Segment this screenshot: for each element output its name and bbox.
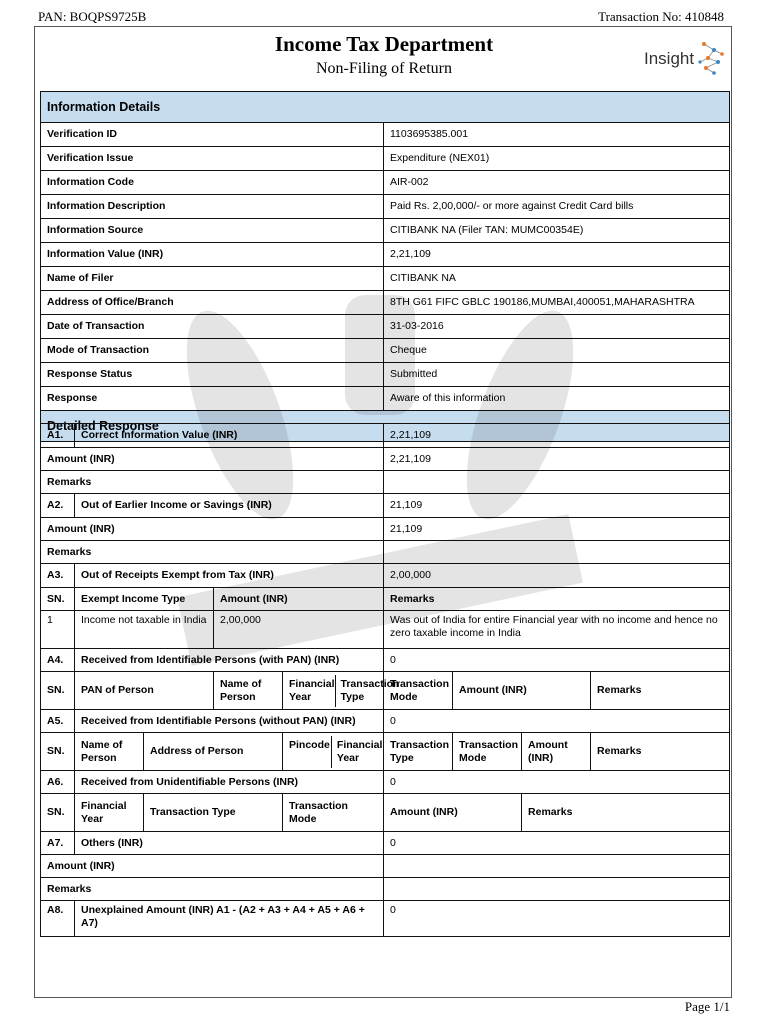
info-row-value: Aware of this information (384, 387, 730, 411)
info-row-value: 31-03-2016 (384, 315, 730, 339)
a3-value: 2,00,000 (384, 564, 730, 588)
a6-number: A6. (41, 771, 75, 794)
a4-label: Received from Identifiable Persons (with PAN) (INR) (75, 649, 384, 672)
a5-col-name: Name of Person (75, 733, 144, 771)
a5-col-amount: Amount (INR) (522, 733, 591, 771)
info-row (41, 219, 730, 243)
info-row-value: CITIBANK NA (384, 267, 730, 291)
a2-number: A2. (41, 494, 75, 518)
page-number: Page 1/1 (684, 999, 730, 1014)
info-row-value: 8TH G61 FIFC GBLC 190186,MUMBAI,400051,MAHARASHTRA (384, 291, 730, 315)
a1-amount-value: 2,21,109 (384, 448, 730, 471)
a1-value: 2,21,109 (384, 424, 730, 448)
a5-col-pincode (283, 733, 384, 771)
a3-col-remarks: Remarks (384, 588, 730, 611)
a3-col-sn: SN. (41, 588, 75, 611)
network-logo-icon (694, 40, 728, 76)
info-row (41, 123, 730, 147)
a5-col-sn: SN. (41, 733, 75, 771)
info-row (41, 267, 730, 291)
a5-number: A5. (41, 710, 75, 733)
page-subtitle: Non-Filing of Return (316, 60, 452, 77)
info-row-label: Information Code (41, 171, 384, 195)
a7-amount-value (384, 855, 730, 878)
detailed-response-table (40, 423, 730, 937)
a8-number: A8. (41, 901, 75, 937)
a5-col-transaction-type: Transaction Type (384, 733, 453, 771)
detailed-response-heading: Detailed Response (41, 411, 730, 442)
a5-col-transaction-mode: Transaction Mode (453, 733, 522, 771)
a2-remarks-value (384, 541, 730, 564)
info-row-value: Cheque (384, 339, 730, 363)
a4-col-sn: SN. (41, 672, 75, 710)
transaction-number: Transaction No: 410848 (598, 9, 724, 24)
a4-col-transaction-type: Transaction Type (335, 675, 400, 707)
info-row (41, 147, 730, 171)
info-row-label: Address of Office/Branch (41, 291, 384, 315)
a4-col-amount: Amount (INR) (453, 672, 591, 710)
a4-col-name: Name of Person (214, 672, 283, 710)
a4-col-fy-label: Financial Year (289, 677, 335, 703)
information-details-heading: Information Details (41, 92, 730, 123)
a1-remarks-label: Remarks (41, 471, 384, 494)
a3-number: A3. (41, 564, 75, 588)
a7-value: 0 (384, 832, 730, 855)
info-row (41, 195, 730, 219)
info-row (41, 243, 730, 267)
a2-amount-label: Amount (INR) (41, 518, 384, 541)
a7-amount-label: Amount (INR) (41, 855, 384, 878)
a2-label: Out of Earlier Income or Savings (INR) (75, 494, 384, 518)
a4-col-pan: PAN of Person (75, 672, 214, 710)
a6-col-transaction-type: Transaction Type (144, 794, 283, 832)
a6-col-sn: SN. (41, 794, 75, 832)
info-row-label: Verification Issue (41, 147, 384, 171)
a1-number: A1. (41, 424, 75, 448)
logo-text: Insight (644, 49, 695, 68)
page-title: Income Tax Department (274, 32, 494, 56)
info-row-label: Verification ID (41, 123, 384, 147)
a1-remarks-value (384, 471, 730, 494)
a4-number: A4. (41, 649, 75, 672)
a4-value: 0 (384, 649, 730, 672)
pan-number: PAN: BOQPS9725B (38, 9, 147, 24)
a5-col-remarks: Remarks (591, 733, 730, 771)
info-row-label: Information Source (41, 219, 384, 243)
info-row-value: AIR-002 (384, 171, 730, 195)
a3-row-remarks: Was out of India for entire Financial year with no income and hence no zero taxable income in India (384, 611, 730, 649)
a1-label: Correct Information Value (INR) (75, 424, 384, 448)
a2-amount-value: 21,109 (384, 518, 730, 541)
a8-label: Unexplained Amount (INR) A1 - (A2 + A3 + A4 + A5 + A6 + A7) (75, 901, 384, 937)
a3-row-sn: 1 (41, 611, 75, 649)
a7-remarks-label: Remarks (41, 878, 384, 901)
info-row (41, 315, 730, 339)
info-row-label: Mode of Transaction (41, 339, 384, 363)
a4-col-transaction-mode: Transaction Mode (384, 672, 453, 710)
a3-label: Out of Receipts Exempt from Tax (INR) (75, 564, 384, 588)
a5-col-address: Address of Person (144, 733, 283, 771)
info-row-label: Response (41, 387, 384, 411)
info-row (41, 291, 730, 315)
information-details-table (40, 91, 730, 442)
a3-col-type: Exempt Income Type (75, 588, 214, 611)
a3-row-amount: 2,00,000 (214, 611, 384, 649)
a4-col-financial-year (283, 672, 400, 710)
a2-remarks-label: Remarks (41, 541, 384, 564)
info-row (41, 363, 730, 387)
a6-value: 0 (384, 771, 730, 794)
info-row-label: Name of Filer (41, 267, 384, 291)
info-row (41, 387, 730, 411)
a3-row-type: Income not taxable in India (75, 611, 214, 649)
info-row (41, 339, 730, 363)
a7-number: A7. (41, 832, 75, 855)
info-row-value: 1103695385.001 (384, 123, 730, 147)
a6-label: Received from Unidentifiable Persons (INR) (75, 771, 384, 794)
a2-value: 21,109 (384, 494, 730, 518)
a1-amount-label: Amount (INR) (41, 448, 384, 471)
info-row-value: Expenditure (NEX01) (384, 147, 730, 171)
a5-value: 0 (384, 710, 730, 733)
a6-col-amount: Amount (INR) (384, 794, 522, 832)
info-row-label: Response Status (41, 363, 384, 387)
a3-col-amount: Amount (INR) (214, 588, 384, 611)
a5-col-pincode-label: Pincode (289, 738, 330, 751)
a7-label: Others (INR) (75, 832, 384, 855)
info-row-label: Information Value (INR) (41, 243, 384, 267)
a8-value: 0 (384, 901, 730, 937)
a6-col-remarks: Remarks (522, 794, 730, 832)
a6-col-financial-year: Financial Year (75, 794, 144, 832)
a4-col-remarks: Remarks (591, 672, 730, 710)
info-row (41, 171, 730, 195)
a5-label: Received from Identifiable Persons (without PAN) (INR) (75, 710, 384, 733)
info-row-label: Date of Transaction (41, 315, 384, 339)
info-row-label: Information Description (41, 195, 384, 219)
a5-col-financial-year: Financial Year (331, 736, 383, 768)
a7-remarks-value (384, 878, 730, 901)
info-row-value: CITIBANK NA (Filer TAN: MUMC00354E) (384, 219, 730, 243)
info-row-value: 2,21,109 (384, 243, 730, 267)
info-row-value: Paid Rs. 2,00,000/- or more against Credit Card bills (384, 195, 730, 219)
info-row-value: Submitted (384, 363, 730, 387)
a6-col-transaction-mode: Transaction Mode (283, 794, 384, 832)
